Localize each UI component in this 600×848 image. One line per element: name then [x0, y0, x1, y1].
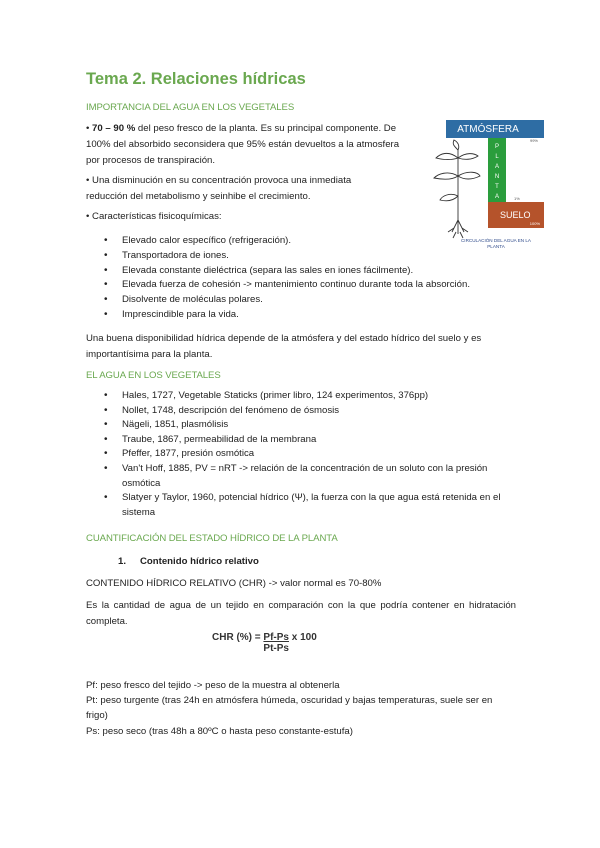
list-item: • Nollet, 1748, descripción del fenómeno de ósmosis	[104, 404, 517, 419]
planta-letter: N	[494, 174, 500, 180]
subsection-label: Contenido hídrico relativo	[140, 556, 259, 567]
formula-numerator: Pf-Ps	[263, 632, 289, 643]
planta-letter: A	[494, 164, 500, 170]
chr-line: CONTENIDO HÍDRICO RELATIVO (CHR) -> valor normal es 70-80%	[86, 578, 382, 589]
plant-drawing	[434, 140, 480, 238]
history-list	[104, 389, 517, 520]
planta-letter: T	[495, 184, 499, 190]
list-item: • Imprescindible para la vida.	[104, 308, 470, 323]
list-item: • Hales, 1727, Vegetable Staticks (primer libro, 124 experimentos, 376pp)	[104, 389, 517, 404]
bullet-glyph: •	[86, 211, 93, 222]
formula-lhs: CHR (%) =	[212, 632, 264, 643]
page-title: Tema 2. Relaciones hídricas	[86, 70, 306, 88]
list-item: • Pfeffer, 1877, presión osmótica	[104, 447, 517, 462]
intro-paragraph-3	[86, 209, 222, 225]
atmosfera-label: ATMÓSFERA	[457, 124, 519, 135]
section-heading-cuantificacion: CUANTIFICACIÓN DEL ESTADO HÍDRICO DE LA PLANTA	[86, 533, 338, 544]
diagram-caption-line1: CIRCULACIÓN DEL AGUA EN LA	[460, 238, 532, 243]
planta-letter: L	[495, 154, 499, 160]
intro-paragraph-2	[86, 173, 366, 205]
diagram-svg	[418, 120, 546, 270]
list-item: • Slatyer y Taylor, 1960, potencial hídrico (Ψ), la fuerza con la que agua está retenida en el sistema	[104, 491, 517, 520]
subsection-number: 1.	[118, 556, 127, 567]
bullet-glyph: •	[86, 123, 93, 134]
intro-paragraph-1	[86, 121, 414, 169]
intro-paragraph-2-text: Una disminución en su concentración provoca una inmediata reducción del metabolismo y seinhibe el crecimiento.	[86, 175, 352, 202]
intro-bold-range: 70 – 90 %	[92, 123, 136, 134]
chr-description: Es la cantidad de agua de un tejido en comparación con la que podría contener en hidratación completa.	[86, 600, 516, 627]
list-item: • Elevado calor específico (refrigeración).	[104, 234, 470, 249]
subsection-heading	[118, 556, 259, 567]
definitions-block	[86, 678, 516, 739]
atmosfera-percent: 99%	[529, 138, 538, 143]
planta-percent: 1%	[514, 196, 520, 201]
list-item: • Traube, 1867, permeabilidad de la membrana	[104, 433, 517, 448]
planta-letter: A	[494, 194, 500, 200]
summary-paragraph: Una buena disponibilidad hídrica depende de la atmósfera y del estado hídrico del suelo y es importantísima para la planta.	[86, 333, 482, 360]
definition-pt: Pt: peso turgente (tras 24h en atmósfera húmeda, oscuridad y bajas temperaturas, suele ser en frigo)	[86, 695, 493, 722]
properties-list	[104, 234, 470, 323]
definition-pf: Pf: peso fresco del tejido -> peso de la muestra al obtenerla	[86, 680, 340, 691]
intro-paragraph-3-text: Características fisicoquímicas:	[92, 211, 222, 222]
bullet-glyph: •	[86, 175, 93, 186]
section-heading-agua: EL AGUA EN LOS VEGETALES	[86, 370, 221, 381]
suelo-label: SUELO	[500, 210, 531, 220]
intro-paragraph-1-text: del peso fresco de la planta. Es su principal componente. De 100% del absorbido seconsidera que 95% están devueltos a la atmosfera por procesos de transpiración.	[86, 123, 400, 166]
list-item: • Elevada constante dieléctrica (separa las sales en iones fácilmente).	[104, 264, 470, 279]
formula-fraction	[263, 632, 316, 654]
list-item: • Elevada fuerza de cohesión -> mantenimiento continuo durante toda la absorción.	[104, 278, 470, 293]
definition-ps: Ps: peso seco (tras 48h a 80ºC o hasta peso constante-estufa)	[86, 725, 353, 737]
water-circulation-diagram	[418, 120, 546, 270]
formula-denominator: Pt-Ps	[263, 643, 289, 654]
suelo-percent: 100%	[529, 221, 540, 226]
formula-times: x 100	[288, 632, 317, 643]
planta-letter: P	[494, 144, 500, 150]
list-item: • Nägeli, 1851, plasmólisis	[104, 418, 517, 433]
diagram-caption-line2: PLANTA	[487, 244, 505, 249]
section-heading-importancia: IMPORTANCIA DEL AGUA EN LOS VEGETALES	[86, 102, 295, 113]
chr-formula	[212, 632, 317, 654]
list-item: • Van't Hoff, 1885, PV = nRT -> relación de la concentración de un soluto con la presión osmótica	[104, 462, 517, 491]
list-item: • Transportadora de iones.	[104, 249, 470, 264]
list-item: • Disolvente de moléculas polares.	[104, 293, 470, 308]
